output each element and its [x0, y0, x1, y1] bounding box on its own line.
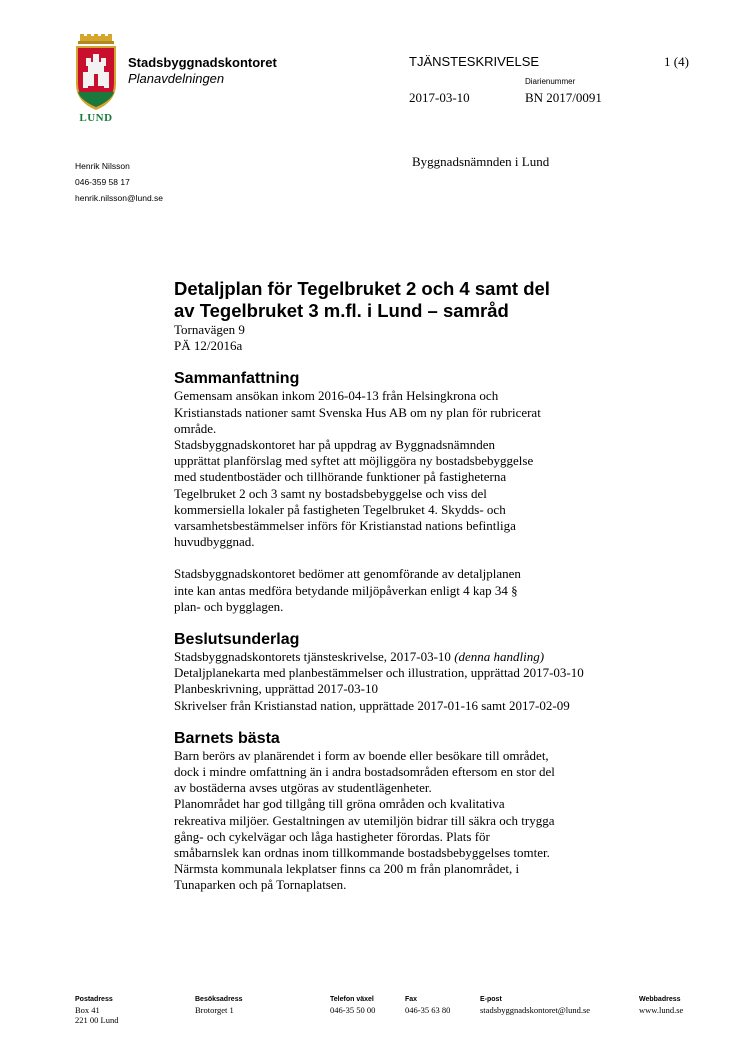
summary-line: huvudbyggnad.: [174, 534, 255, 550]
basis-item-note: (denna handling): [454, 649, 545, 665]
footer-postal-line2: 221 00 Lund: [75, 1015, 119, 1025]
summary-line: Tegelbruket 2 och 3 samt ny bostadsbebyggelse och viss del: [174, 485, 487, 501]
title-line-1: Detaljplan för Tegelbruket 2 och 4 samt del: [174, 278, 550, 299]
footer-email-label: E-post: [480, 996, 502, 1003]
basis-item-text: Stadsbyggnadskontorets tjänsteskrivelse, 2017-03-10: [174, 649, 455, 665]
footer-fax-number: 046-35 63 80: [405, 1005, 451, 1015]
children-heading: Barnets bästa: [174, 729, 280, 747]
page-count: 1 (4): [664, 54, 689, 69]
footer-postal-line1: Box 41: [75, 1005, 100, 1015]
basis-heading: Beslutsunderlag: [174, 631, 300, 649]
children-line: gång- och cykelvägar och låga hastigheter förordas. Plats för: [174, 828, 490, 844]
footer-visit: [195, 995, 242, 1015]
assessment-line: plan- och bygglagen.: [174, 598, 284, 614]
footer-email: [480, 995, 590, 1015]
footer-web: [639, 995, 683, 1015]
title-subline-address: Tornavägen 9: [174, 322, 245, 337]
footer-phone-number: 046-35 50 00: [330, 1005, 376, 1015]
summary-assessment: [174, 566, 694, 615]
recipient: Byggnadsnämnden i Lund: [412, 154, 550, 169]
summary-line: Kristianstads nationer samt Svenska Hus AB om ny plan för rubricerat: [174, 404, 541, 420]
title-line-2: av Tegelbruket 3 m.fl. i Lund – samråd: [174, 300, 509, 321]
children-line: av bostäderna avses utgöras av studentlägenheter.: [174, 780, 432, 796]
basis-item: Detaljplanekarta med planbestämmelser och illustration, upprättad 2017-03-10: [174, 665, 584, 681]
org-department: Planavdelningen: [128, 71, 225, 86]
document-type: TJÄNSTESKRIVELSE: [409, 54, 540, 69]
basis-item: Planbeskrivning, upprättad 2017-03-10: [174, 681, 378, 697]
document-title: [174, 278, 614, 322]
footer-postal-label: Postadress: [75, 996, 113, 1003]
diarie-label: Diarienummer: [525, 77, 576, 86]
footer-fax-label: Fax: [405, 996, 418, 1003]
footer-visit-address: Brotorget 1: [195, 1005, 234, 1015]
diarie-number: BN 2017/0091: [525, 90, 602, 105]
document-body: [174, 278, 694, 894]
contact-name: Henrik Nilsson: [75, 161, 130, 171]
summary-line: Stadsbyggnadskontoret har på uppdrag av Byggnadsnämnden: [174, 437, 495, 453]
summary-line: Gemensam ansökan inkom 2016-04-13 från Helsingkrona och: [174, 388, 499, 404]
contact-email: henrik.nilsson@lund.se: [75, 193, 164, 203]
footer-fax: [405, 995, 450, 1015]
contact-phone: 046-359 58 17: [75, 177, 130, 187]
assessment-line: Stadsbyggnadskontoret bedömer att genomförande av detaljplanen: [174, 566, 521, 582]
summary-line: upprättat planförslag med syftet att möjliggöra ny bostadsbebyggelse: [174, 453, 534, 469]
summary-line: kommersiella lokaler på fastigheten Tegelbruket 4. Skydds- och: [174, 501, 506, 517]
children-line: Tunaparken och på Tornaplatsen.: [174, 877, 347, 893]
footer-web-label: Webbadress: [639, 996, 681, 1003]
org-name: Stadsbyggnadskontoret: [128, 55, 277, 70]
basis-item: [174, 649, 694, 665]
footer-phone: [330, 995, 375, 1015]
summary-line: område.: [174, 420, 217, 436]
assessment-line: inte kan antas medföra betydande miljöpåverkan enligt 4 kap 34 §: [174, 582, 518, 598]
basis-list: [174, 649, 694, 714]
document-date: 2017-03-10: [409, 90, 470, 105]
footer-email-address[interactable]: stadsbyggnadskontoret@lund.se: [480, 1005, 591, 1015]
children-line: dock i mindre omfattning än i andra bostadsområden eftersom en stor del: [174, 764, 555, 780]
footer-postal: [75, 995, 118, 1025]
children-line: Planområdet har god tillgång till gröna områden och kvalitativa: [174, 796, 505, 812]
children-line: Närmsta kommunala lekplatser finns ca 200 m från planområdet, i: [174, 861, 520, 877]
basis-item: Skrivelser från Kristianstad nation, upprättade 2017-01-16 samt 2017-02-09: [174, 697, 570, 713]
children-line: småbarnslek kan ordnas inom tillkommande bostadsbebyggelses tomter.: [174, 845, 550, 861]
title-subline-reference: PÄ 12/2016a: [174, 338, 243, 354]
children-line: rekreativa miljöer. Gestaltningen av utemiljön bidrar till säkra och trygga: [174, 812, 555, 828]
logo-text: LUND: [79, 112, 113, 124]
children-text: [174, 748, 694, 894]
summary-heading: Sammanfattning: [174, 370, 300, 388]
summary-text: [174, 388, 694, 550]
summary-line: med studentbostäder och tillhörande funktioner på fastigheterna: [174, 469, 507, 485]
lund-coat-of-arms-logo: [72, 34, 120, 126]
summary-line: varsamhetsbestämmelser införs för Kristianstad nations befintliga: [174, 518, 516, 534]
footer-visit-label: Besöksadress: [195, 996, 243, 1003]
footer-web-address[interactable]: www.lund.se: [639, 1005, 684, 1015]
children-line: Barn berörs av planärendet i form av boende eller besökare till området,: [174, 747, 549, 763]
footer-phone-label: Telefon växel: [330, 996, 374, 1003]
